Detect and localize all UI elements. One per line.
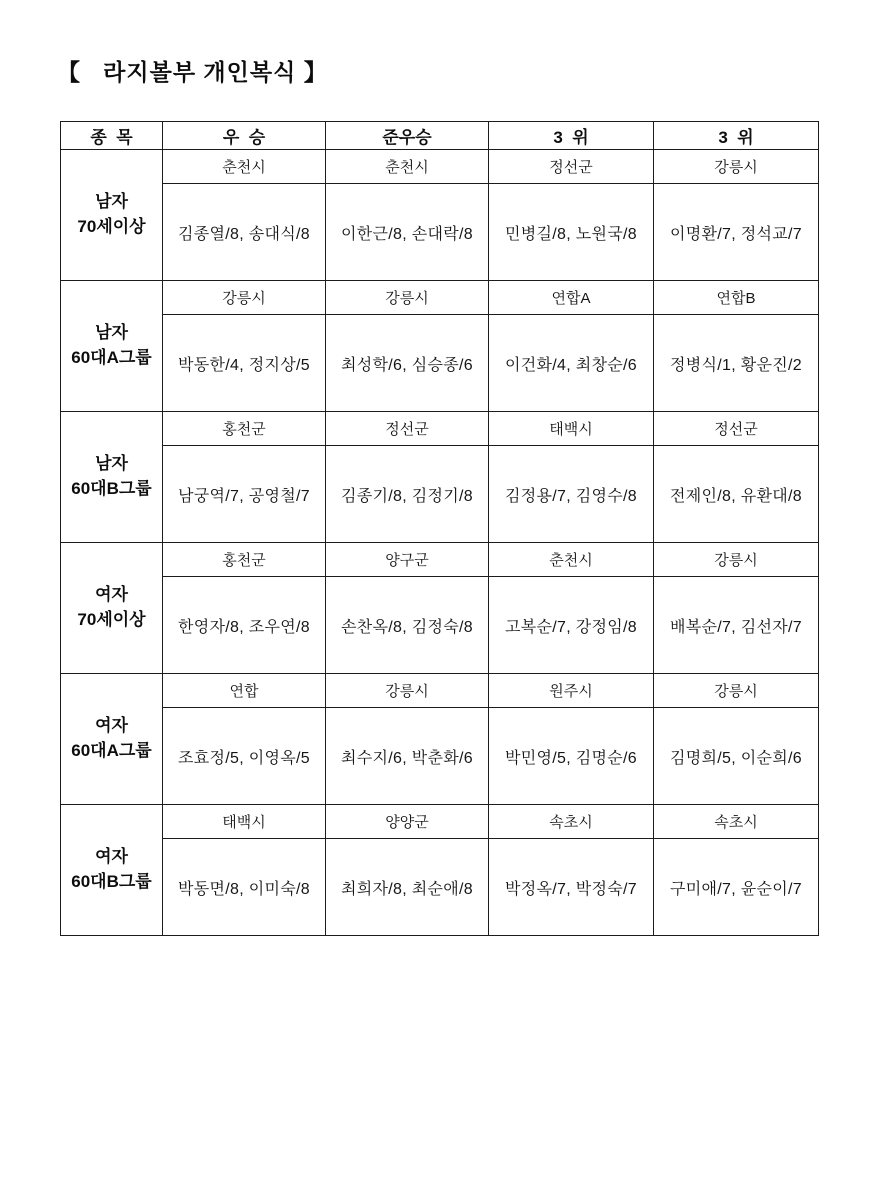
team-cell: 강릉시 — [654, 674, 819, 708]
event-cell — [61, 674, 163, 805]
players-cell: 민병길/8, 노원국/8 — [489, 184, 654, 281]
players-cell: 김명희/5, 이순희/6 — [654, 708, 819, 805]
players-cell: 박동한/4, 정지상/5 — [163, 315, 326, 412]
players-cell: 김종기/8, 김정기/8 — [326, 446, 489, 543]
table-row — [61, 281, 819, 315]
event-cell — [61, 412, 163, 543]
players-cell: 최성학/6, 심승종/6 — [326, 315, 489, 412]
players-cell: 한영자/8, 조우연/8 — [163, 577, 326, 674]
players-cell: 이한근/8, 손대락/8 — [326, 184, 489, 281]
players-cell: 구미애/7, 윤순이/7 — [654, 839, 819, 936]
players-cell: 박민영/5, 김명순/6 — [489, 708, 654, 805]
players-cell: 고복순/7, 강정임/8 — [489, 577, 654, 674]
players-cell: 박정옥/7, 박정숙/7 — [489, 839, 654, 936]
team-cell: 강릉시 — [654, 543, 819, 577]
team-cell: 속초시 — [654, 805, 819, 839]
team-cell: 양구군 — [326, 543, 489, 577]
table-row — [61, 446, 819, 543]
team-cell: 원주시 — [489, 674, 654, 708]
players-cell: 박동면/8, 이미숙/8 — [163, 839, 326, 936]
team-cell: 태백시 — [163, 805, 326, 839]
col-header-third-b: 3 위 — [654, 122, 819, 150]
team-cell: 정선군 — [326, 412, 489, 446]
page-title: 【 라지볼부 개인복식 】 — [57, 59, 328, 85]
team-cell: 홍천군 — [163, 543, 326, 577]
players-cell: 전제인/8, 유환대/8 — [654, 446, 819, 543]
team-cell: 홍천군 — [163, 412, 326, 446]
team-cell: 태백시 — [489, 412, 654, 446]
players-cell: 김정용/7, 김영수/8 — [489, 446, 654, 543]
table-row — [61, 412, 819, 446]
players-cell: 최수지/6, 박춘화/6 — [326, 708, 489, 805]
team-cell: 춘천시 — [163, 150, 326, 184]
event-label-line1: 남자 — [95, 454, 128, 474]
table-row — [61, 150, 819, 184]
team-cell: 속초시 — [489, 805, 654, 839]
team-cell: 춘천시 — [326, 150, 489, 184]
col-header-third-a: 3 위 — [489, 122, 654, 150]
event-label-line2: 60대B그룹 — [71, 872, 152, 891]
team-cell: 강릉시 — [326, 674, 489, 708]
team-cell: 강릉시 — [326, 281, 489, 315]
results-table — [60, 121, 819, 936]
players-cell: 배복순/7, 김선자/7 — [654, 577, 819, 674]
team-cell: 강릉시 — [654, 150, 819, 184]
players-cell: 정병식/1, 황운진/2 — [654, 315, 819, 412]
team-cell: 정선군 — [654, 412, 819, 446]
table-row — [61, 184, 819, 281]
event-label-line1: 남자 — [95, 323, 128, 343]
players-cell: 최희자/8, 최순애/8 — [326, 839, 489, 936]
team-cell: 연합 — [163, 674, 326, 708]
table-row — [61, 674, 819, 708]
table-row — [61, 577, 819, 674]
players-cell: 이건화/4, 최창순/6 — [489, 315, 654, 412]
event-label-line2: 60대A그룹 — [71, 348, 152, 367]
players-cell: 손찬옥/8, 김정숙/8 — [326, 577, 489, 674]
header-row — [61, 122, 819, 150]
table-row — [61, 315, 819, 412]
table-row — [61, 805, 819, 839]
players-cell: 이명환/7, 정석교/7 — [654, 184, 819, 281]
col-header-event: 종 목 — [61, 122, 163, 150]
col-header-winner: 우 승 — [163, 122, 326, 150]
event-label-line2: 60대A그룹 — [71, 741, 152, 760]
team-cell: 연합B — [654, 281, 819, 315]
event-label-line1: 여자 — [95, 716, 128, 736]
event-label-line1: 남자 — [95, 192, 128, 212]
team-cell: 강릉시 — [163, 281, 326, 315]
event-cell — [61, 281, 163, 412]
event-cell — [61, 543, 163, 674]
team-cell: 춘천시 — [489, 543, 654, 577]
event-label-line2: 60대B그룹 — [71, 479, 152, 498]
event-label-line2: 70세이상 — [77, 217, 146, 236]
event-label-line1: 여자 — [95, 847, 128, 867]
table-row — [61, 839, 819, 936]
team-cell: 양양군 — [326, 805, 489, 839]
players-cell: 남궁역/7, 공영철/7 — [163, 446, 326, 543]
event-cell — [61, 150, 163, 281]
col-header-runnerup: 준우승 — [326, 122, 489, 150]
players-cell: 김종열/8, 송대식/8 — [163, 184, 326, 281]
players-cell: 조효정/5, 이영옥/5 — [163, 708, 326, 805]
team-cell: 연합A — [489, 281, 654, 315]
event-label-line2: 70세이상 — [77, 610, 146, 629]
event-cell — [61, 805, 163, 936]
table-row — [61, 708, 819, 805]
table-row — [61, 543, 819, 577]
team-cell: 정선군 — [489, 150, 654, 184]
event-label-line1: 여자 — [95, 585, 128, 605]
